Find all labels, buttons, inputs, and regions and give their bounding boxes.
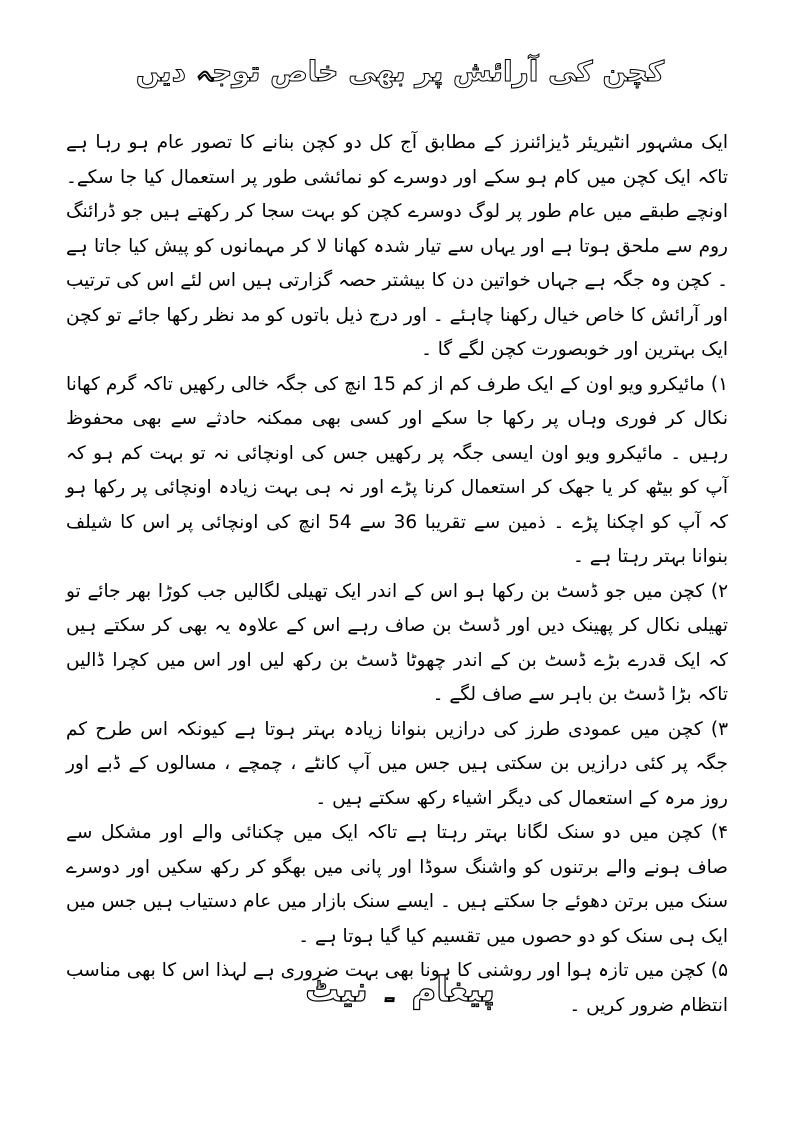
source-signature: پیغام ۔ نیٹ [305,970,495,1010]
tip-4-paragraph: ۴) کچن میں دو سنک لگانا بہتر رہتا ہے تاکہ ایک میں چکنائی والے اور مشکل سے صاف ہونے والے برتنوں کو واشنگ سوڈا اور پانی میں بھگو کر رکھ سکیں اور دوسرے سنک میں برتن دھوئے جا سکتے ہیں ۔ ایسے سنک بازار میں عام دستیاب ہیں جس میں ایک ہی سنک کو دو حصوں میں تقسیم کیا گیا ہوتا ہے ۔ [66,822,728,947]
intro-paragraph: ایک مشہور انٹیریئر ڈیزائنرز کے مطابق آج کل دو کچن بنانے کا تصور عام ہو رہا ہے تاکہ ایک کچن میں کام ہو سکے اور دوسرے کو نمائشی طور پر استعمال کیا جا سکے۔ اونچے طبقے میں عام طور پر لوگ دوسرے کچن کو بہت سجا کر رکھتے ہیں جو ڈرائنگ روم سے ملحق ہوتا ہے اور یہاں سے تیار شدہ کھانا لا کر مہمانوں کو پیش کیا جاتا ہے ۔ کچن وہ جگہ ہے جہاں خواتین دن کا بیشتر حصہ گزارتی ہیں اس لئے اس کی ترتیب اور آرائش کا خاص خیال رکھنا چاہئے ۔ اور درج ذیل باتوں کو مد نظر رکھا جائے تو کچن ایک بہترین اور خوبصورت کچن لگے گا ۔ [66,132,728,360]
tip-5-paragraph: ۵) کچن میں تازہ ہوا اور روشنی کا ہونا بھی بہت ضروری ہے لہذا اس کا بھی مناسب انتظام ضرور کریں ۔ [66,960,728,1016]
tip-3-paragraph: ۳) کچن میں عمودی طرز کی درازیں بنوانا زیادہ بہتر ہوتا ہے کیونکہ اس طرح کم جگہ پر کئی درازیں بن سکتی ہیں جس میں آپ کانٹے ، چمچے ، مسالوں کے ڈبے اور روز مرہ کے استعمال کی دیگر اشیاء رکھ سکتے ہیں ۔ [66,718,728,809]
article-body [66,126,728,1023]
tip-2-paragraph: ۲) کچن میں جو ڈسٹ بن رکھا ہو اس کے اندر ایک تھیلی لگالیں جب کوڑا بھر جائے تو تھیلی نکال کر پھینک دیں اور ڈسٹ بن صاف رہے اس کے علاوہ یہ بھی کر سکتے ہیں کہ ایک قدرے بڑے ڈسٹ بن کے اندر چھوٹا ڈسٹ بن رکھ لیں اور اس میں کچرا ڈالیں تاکہ بڑا ڈسٹ بن باہر سے صاف لگے ۔ [66,580,728,705]
tip-1-paragraph: ۱) مائیکرو ویو اون کے ایک طرف کم از کم 15 انچ کی جگہ خالی رکھیں تاکہ گرم کھانا نکال کر فوری وہاں پر رکھا جا سکے اور کسی بھی ممکنہ حادثے سے بھی محفوظ رہیں ۔ مائیکرو ویو اون ایسی جگہ پر رکھیں جس کی اونچائی نہ تو بہت کم ہو کہ آپ کو بیٹھ کر یا جھک کر استعمال کرنا پڑے اور نہ ہی بہت زیادہ اونچائی پر رکھا ہو کہ آپ کو اچکنا پڑے ۔ ذمین سے تقریبا 36 سے 54 انچ کی اونچائی پر اس کا شیلف بنوانا بہتر رہتا ہے ۔ [66,373,729,567]
page-title: کچن کی آرائش پر بھی خاص توجہ دیں [135,55,665,88]
